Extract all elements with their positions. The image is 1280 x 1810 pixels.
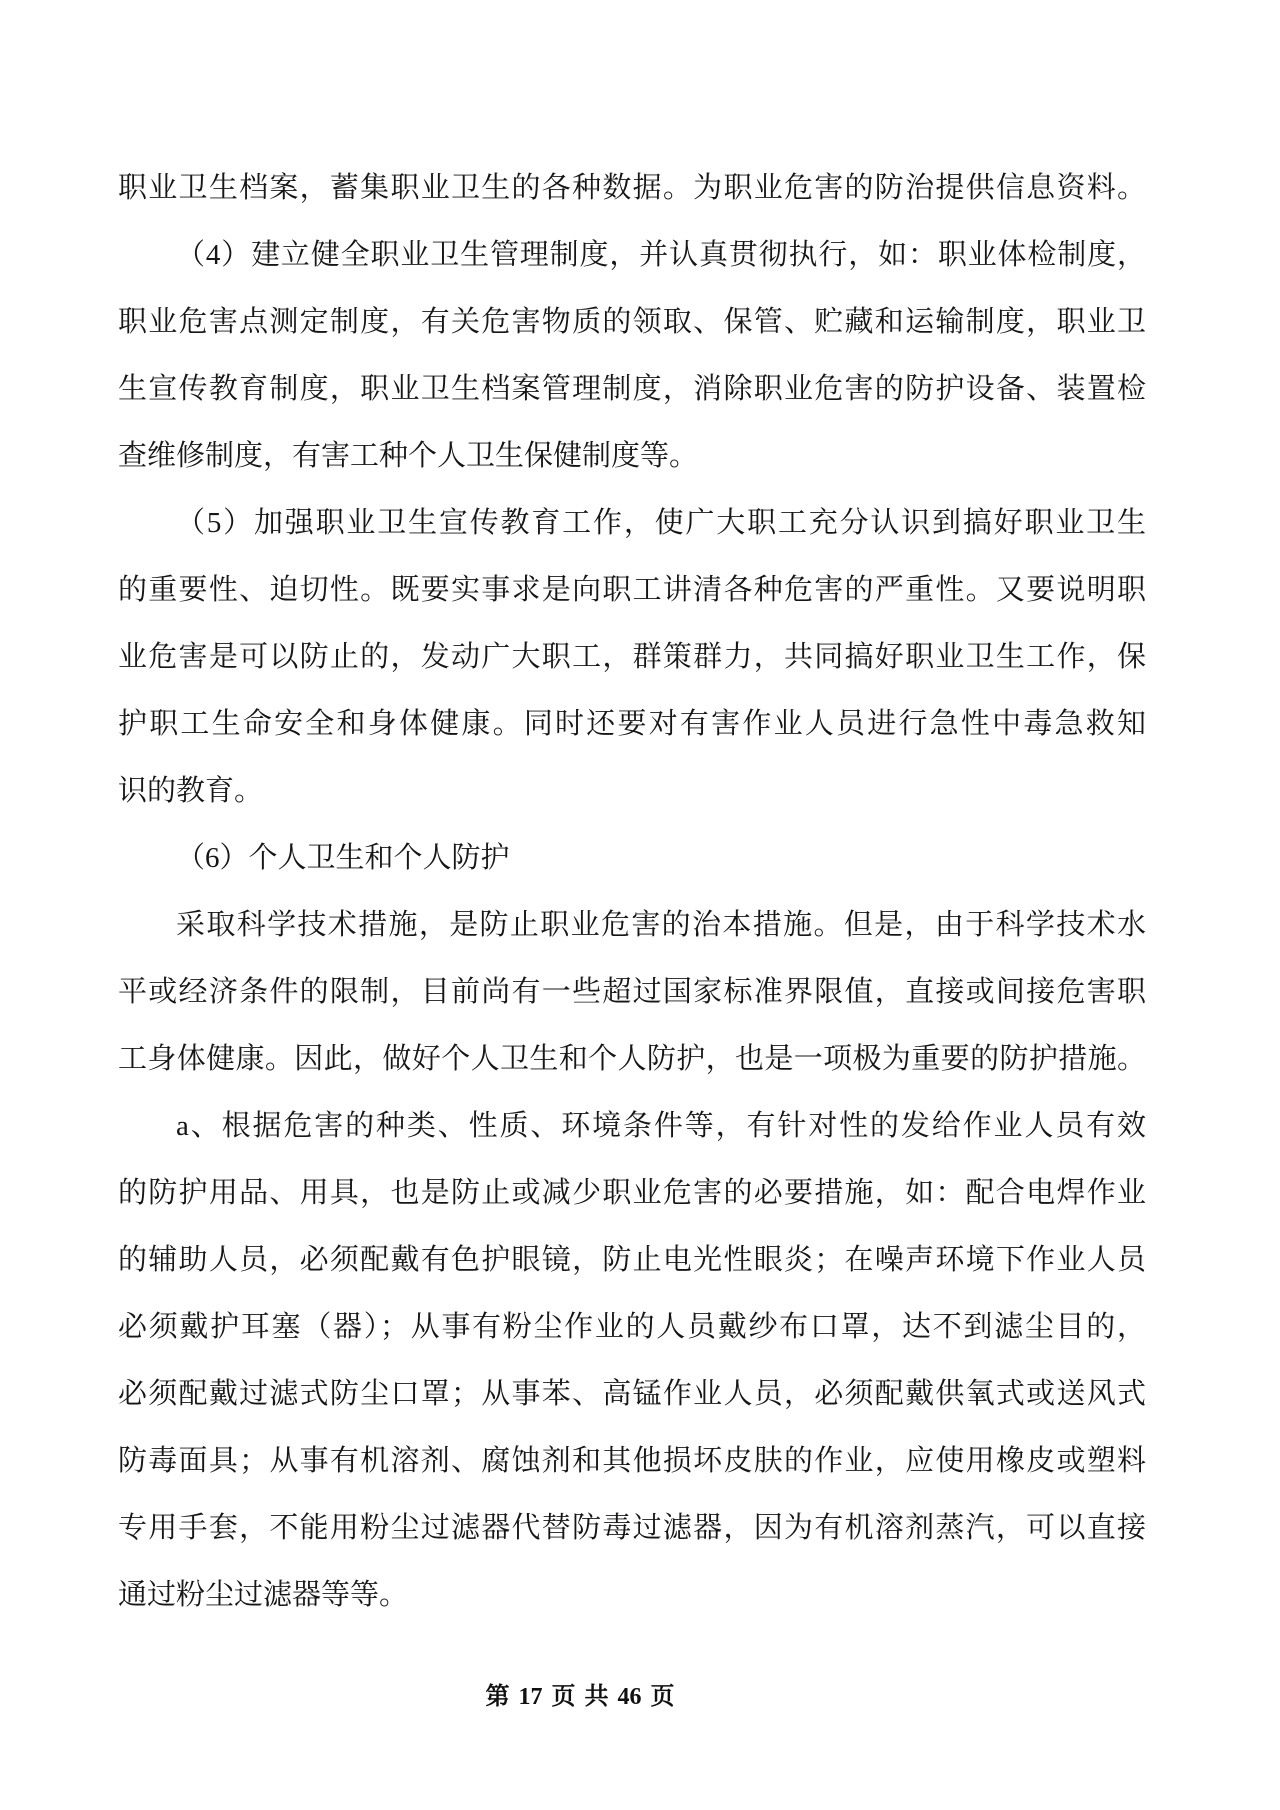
text-line: 专用手套，不能用粉尘过滤器代替防毒过滤器，因为有机溶剂蒸汽，可以直接 <box>118 1512 1146 1544</box>
footer-label-di: 第 <box>485 1684 510 1710</box>
text-line: 通过粉尘过滤器等等。 <box>118 1579 409 1611</box>
text-line: 业危害是可以防止的，发动广大职工，群策群力，共同搞好职业卫生工作，保 <box>118 641 1146 673</box>
text-line: 采取科学技术措施，是防止职业危害的治本措施。但是，由于科学技术水 <box>176 909 1146 941</box>
text-line: 生宣传教育制度，职业卫生档案管理制度，消除职业危害的防护设备、装置检 <box>118 373 1146 405</box>
total-pages-number: 46 <box>617 1684 642 1710</box>
text-line: 平或经济条件的限制，目前尚有一些超过国家标准界限值，直接或间接危害职 <box>118 976 1146 1008</box>
text-line: 工身体健康。因此，做好个人卫生和个人防护，也是一项极为重要的防护措施。 <box>118 1043 1146 1075</box>
footer-label-ye: 页 <box>551 1684 576 1710</box>
text-line: 必须戴护耳塞（器）；从事有粉尘作业的人员戴纱布口罩，达不到滤尘目的， <box>118 1311 1146 1343</box>
text-line: 职业危害点测定制度，有关危害物质的领取、保管、贮藏和运输制度，职业卫 <box>118 306 1146 338</box>
text-line: 查维修制度，有害工种个人卫生保健制度等。 <box>118 440 699 472</box>
current-page-number: 17 <box>518 1684 543 1710</box>
text-line: 的防护用品、用具，也是防止或减少职业危害的必要措施，如：配合电焊作业 <box>118 1177 1146 1209</box>
text-line: 的辅助人员，必须配戴有色护眼镜，防止电光性眼炎；在噪声环境下作业人员 <box>118 1244 1146 1276</box>
text-line: （4）建立健全职业卫生管理制度，并认真贯彻执行，如：职业体检制度， <box>176 239 1146 271</box>
page-footer <box>0 1680 1160 1714</box>
text-line: 防毒面具；从事有机溶剂、腐蚀剂和其他损坏皮肤的作业，应使用橡皮或塑料 <box>118 1445 1146 1477</box>
text-line: （5）加强职业卫生宣传教育工作，使广大职工充分认识到搞好职业卫生 <box>176 507 1146 539</box>
document-body <box>118 155 1146 1629</box>
footer-label-ye2: 页 <box>650 1684 675 1710</box>
text-line: 必须配戴过滤式防尘口罩；从事苯、高锰作业人员，必须配戴供氧式或送风式 <box>118 1378 1146 1410</box>
text-line: （6）个人卫生和个人防护 <box>176 842 510 874</box>
text-line: 的重要性、迫切性。既要实事求是向职工讲清各种危害的严重性。又要说明职 <box>118 574 1146 606</box>
text-line: 护职工生命安全和身体健康。同时还要对有害作业人员进行急性中毒急救知 <box>118 708 1146 740</box>
text-line: 识的教育。 <box>118 775 264 807</box>
text-line: 职业卫生档案，蓄集职业卫生的各种数据。为职业危害的防治提供信息资料。 <box>118 172 1146 204</box>
footer-label-gong: 共 <box>584 1684 609 1710</box>
text-line: a、根据危害的种类、性质、环境条件等，有针对性的发给作业人员有效 <box>176 1110 1146 1142</box>
